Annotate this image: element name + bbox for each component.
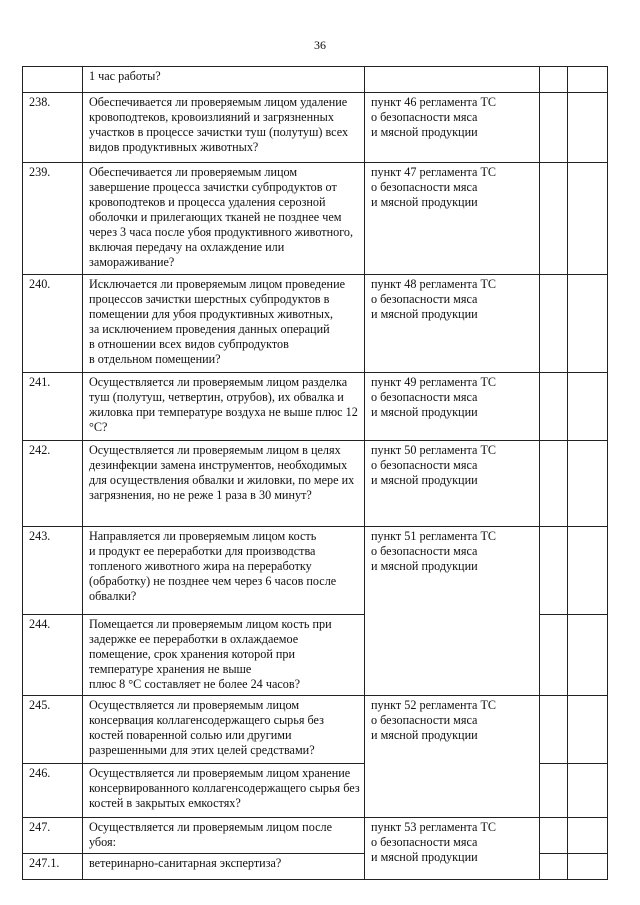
- table-row: [23, 373, 608, 441]
- answer-cell: [540, 67, 568, 93]
- table-row: [23, 93, 608, 163]
- note-cell: [568, 854, 608, 880]
- item-number: 239.: [23, 163, 83, 275]
- answer-cell: [540, 696, 568, 764]
- table-row: [23, 275, 608, 373]
- answer-cell: [540, 163, 568, 275]
- item-number: 240.: [23, 275, 83, 373]
- answer-cell: [540, 818, 568, 854]
- answer-cell: [540, 854, 568, 880]
- answer-cell: [540, 275, 568, 373]
- answer-cell: [540, 93, 568, 163]
- note-cell: [568, 373, 608, 441]
- table-row: [23, 527, 608, 615]
- answer-cell: [540, 615, 568, 696]
- regulation-reference: пункт 53 регламента ТС о безопасности мяса и мясной продукции: [365, 818, 540, 880]
- answer-cell: [540, 527, 568, 615]
- item-number: 244.: [23, 615, 83, 696]
- note-cell: [568, 764, 608, 818]
- regulation-reference: пункт 47 регламента ТС о безопасности мяса и мясной продукции: [365, 163, 540, 275]
- question-text: Обеспечивается ли проверяемым лицом завершение процесса зачистки субпродуктов от кровоподтеков и процесса удаления серозной оболочки и прилегающих тканей не позднее чем через 3 часа после убоя продуктивного животного, включая передачу на охлаждение или замораживание?: [83, 163, 365, 275]
- item-number: 245.: [23, 696, 83, 764]
- question-text: Исключается ли проверяемым лицом проведение процессов зачистки шерстных субпродуктов в помещении для убоя продуктивных животных, за исключением проведения данных операций в отношении всех видов субпродуктов в отдельном помещении?: [83, 275, 365, 373]
- item-number: 238.: [23, 93, 83, 163]
- note-cell: [568, 275, 608, 373]
- item-number: 241.: [23, 373, 83, 441]
- regulation-reference: пункт 48 регламента ТС о безопасности мяса и мясной продукции: [365, 275, 540, 373]
- note-cell: [568, 93, 608, 163]
- answer-cell: [540, 441, 568, 527]
- item-number: 242.: [23, 441, 83, 527]
- item-number: 246.: [23, 764, 83, 818]
- question-text: Осуществляется ли проверяемым лицом консервация коллагенсодержащего сырья без костей поваренной солью или другими разрешенными для этих целей средствами?: [83, 696, 365, 764]
- answer-cell: [540, 764, 568, 818]
- note-cell: [568, 441, 608, 527]
- note-cell: [568, 615, 608, 696]
- regulation-reference: пункт 51 регламента ТС о безопасности мяса и мясной продукции: [365, 527, 540, 696]
- checklist-table: [22, 66, 608, 880]
- item-number: 247.1.: [23, 854, 83, 880]
- table-row: [23, 441, 608, 527]
- note-cell: [568, 67, 608, 93]
- answer-cell: [540, 373, 568, 441]
- question-text: 1 час работы?: [83, 67, 365, 93]
- note-cell: [568, 163, 608, 275]
- regulation-reference: пункт 46 регламента ТС о безопасности мяса и мясной продукции: [365, 93, 540, 163]
- item-number: 243.: [23, 527, 83, 615]
- item-number: [23, 67, 83, 93]
- regulation-reference: пункт 50 регламента ТС о безопасности мяса и мясной продукции: [365, 441, 540, 527]
- item-number: 247.: [23, 818, 83, 854]
- note-cell: [568, 696, 608, 764]
- table-row: [23, 163, 608, 275]
- table-row: [23, 67, 608, 93]
- question-text: Помещается ли проверяемым лицом кость при задержке ее переработки в охлаждаемое помещение, срок хранения которой при температуре хранения не выше плюс 8 °С составляет не более 24 часов?: [83, 615, 365, 696]
- question-text: ветеринарно-санитарная экспертиза?: [83, 854, 365, 880]
- question-text: Осуществляется ли проверяемым лицом в целях дезинфекции замена инструментов, необходимых для осуществления обвалки и жиловки, по мере их загрязнения, но не реже 1 раза в 30 минут?: [83, 441, 365, 527]
- regulation-reference: пункт 49 регламента ТС о безопасности мяса и мясной продукции: [365, 373, 540, 441]
- question-text: Осуществляется ли проверяемым лицом после убоя:: [83, 818, 365, 854]
- question-text: Осуществляется ли проверяемым лицом хранение консервированного коллагенсодержащего сырья без костей в закрытых емкостях?: [83, 764, 365, 818]
- table-row: [23, 696, 608, 764]
- question-text: Направляется ли проверяемым лицом кость и продукт ее переработки для производства топленого животного жира на переработку (обработку) не позднее чем через 6 часов после обвалки?: [83, 527, 365, 615]
- question-text: Осуществляется ли проверяемым лицом разделка туш (полутуш, четвертин, отрубов), их обвалка и жиловка при температуре воздуха не выше плюс 12 °С?: [83, 373, 365, 441]
- regulation-reference: [365, 67, 540, 93]
- table-row: [23, 818, 608, 854]
- regulation-reference: пункт 52 регламента ТС о безопасности мяса и мясной продукции: [365, 696, 540, 818]
- note-cell: [568, 527, 608, 615]
- question-text: Обеспечивается ли проверяемым лицом удаление кровоподтеков, кровоизлияний и загрязненных участков в процессе зачистки туш (полутуш) всех видов продуктивных животных?: [83, 93, 365, 163]
- note-cell: [568, 818, 608, 854]
- page-number: 36: [314, 38, 326, 52]
